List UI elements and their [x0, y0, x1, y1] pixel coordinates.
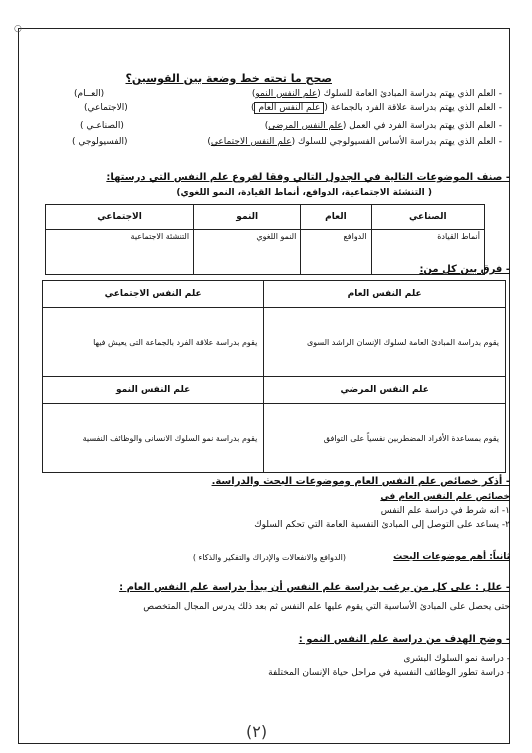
q1-row-2-boxed: علم النفس العام — [254, 102, 324, 114]
compare-body-social: يقوم بدراسة علاقة الفرد بالجماعة التى يعيش فيها — [43, 308, 264, 377]
page-number: (٢) — [246, 722, 268, 741]
compare-head-social: علم النفس الاجتماعي — [43, 281, 264, 308]
branches-header-social: الاجتماعي — [46, 205, 194, 230]
q1-row-1-text: - العلم الذي يهتم بدراسة المبادئ العامة للسلوك ( — [317, 89, 502, 99]
branches-header-growth: النمو — [194, 205, 301, 230]
corner-mark: ○ — [14, 24, 22, 34]
q1-row-4-boxed: علم النفس الاجتماعي — [210, 137, 292, 147]
q4-sub2-answer: (الدوافع والانفعالات والإدراك والتفكير والذكاء ) — [192, 553, 346, 562]
compare-head-pathological: علم النفس المرضي — [264, 377, 506, 404]
q4-sub2: ثانياً: أهم موضوعات البحث — [393, 552, 510, 562]
q5-title: - علل : على كل من يرغب بدراسة علم النفس أن يبدأ بدراسة علم النفس العام : — [119, 582, 510, 593]
q4-item-2: ٢- يساعد على التوصل إلى المبادئ النفسية العامة التي تحكم السلوك — [254, 520, 510, 530]
q3-title: - فرق بين كل من: — [419, 264, 510, 275]
q1-row-1-boxed: علم النفس النمو — [255, 89, 318, 99]
q1-row-3 — [22, 121, 502, 135]
q1-row-3-close: ) — [264, 121, 269, 131]
q6-item-1: - دراسة نمو السلوك البشرى — [403, 654, 510, 664]
branches-cell-general: الدوافع — [301, 230, 371, 275]
compare-head-general: علم النفس العام — [264, 281, 506, 308]
q4-item-1: ١- انه شرط في دراسة علم النفس — [380, 506, 510, 516]
q1-row-4-text: - العلم الذي يهتم بدراسة الأساس الفسيولوجي للسلوك ( — [291, 137, 502, 147]
q1-row-1-close: ) — [251, 89, 256, 99]
q1-row-4 — [22, 137, 502, 151]
branches-header-industrial: الصناعي — [371, 205, 484, 230]
q2-title: - صنف الموضوعات التالية في الجدول التالي وفقا لفروع علم النفس التي درستها: — [106, 172, 510, 183]
q1-row-4-answer: (الفسيولوجي ) — [72, 137, 128, 147]
q6-item-2: - دراسة تطور الوظائف النفسية في مراحل حياة الإنسان المختلفة — [268, 668, 510, 678]
q1-row-2-close: ) — [250, 103, 255, 113]
compare-body-growth: يقوم بدراسة نمو السلوك الانسانى والوظائف النفسية — [43, 404, 264, 473]
branches-cell-social: التنشئة الاجتماعية — [46, 230, 194, 275]
compare-body-general: يقوم بدراسة المبادئ العامة لسلوك الإنسان الراشد السوى — [264, 308, 506, 377]
branches-cell-industrial: أنماط القيادة — [371, 230, 484, 275]
q1-row-3-answer: (الصناعـي ) — [80, 121, 124, 131]
q1-row-3-boxed: علم النفس المرضى — [268, 121, 343, 131]
q4-title: - أذكر خصائص علم النفس العام وموضوعات البحث والدراسة. — [211, 476, 510, 487]
q4-sub1: خصائص علم النفس العام في — [380, 492, 510, 502]
q6-title: - وضح الهدف من دراسة علم النفس النمو : — [298, 634, 510, 645]
branches-cell-growth: النمو اللغوي — [194, 230, 301, 275]
q2-subtitle: ( التنشئة الاجتماعية، الدوافع، أنماط القيادة، النمو اللغوي) — [176, 188, 432, 198]
q1-row-2 — [22, 103, 502, 117]
q1-row-4-close: ) — [207, 137, 211, 147]
q1-title: صحح ما تحته خط وضعة بين القوسين؟ — [125, 72, 332, 85]
q5-answer: حتى يحصل على المبادئ الأساسية التي يقوم عليها علم النفس ثم بعد ذلك يدرس المجال المتخصص — [143, 602, 510, 612]
q1-row-2-text: - العلم الذي يهتم بدراسة علاقة الفرد بالجماعة ( — [324, 103, 502, 113]
q1-row-3-text: - العلم الذي يهتم بدراسة الفرد في العمل ( — [342, 121, 502, 131]
q1-row-1 — [22, 89, 502, 103]
compare-head-growth: علم النفس النمو — [43, 377, 264, 404]
compare-body-pathological: يقوم بمساعدة الأفراد المضطربين نفسياً على التوافق — [264, 404, 506, 473]
branches-header-general: العام — [301, 205, 371, 230]
q1-row-1-answer: (العــام) — [74, 89, 105, 99]
q1-row-2-answer: (الاجتماعي) — [84, 103, 128, 113]
compare-table — [42, 280, 506, 473]
